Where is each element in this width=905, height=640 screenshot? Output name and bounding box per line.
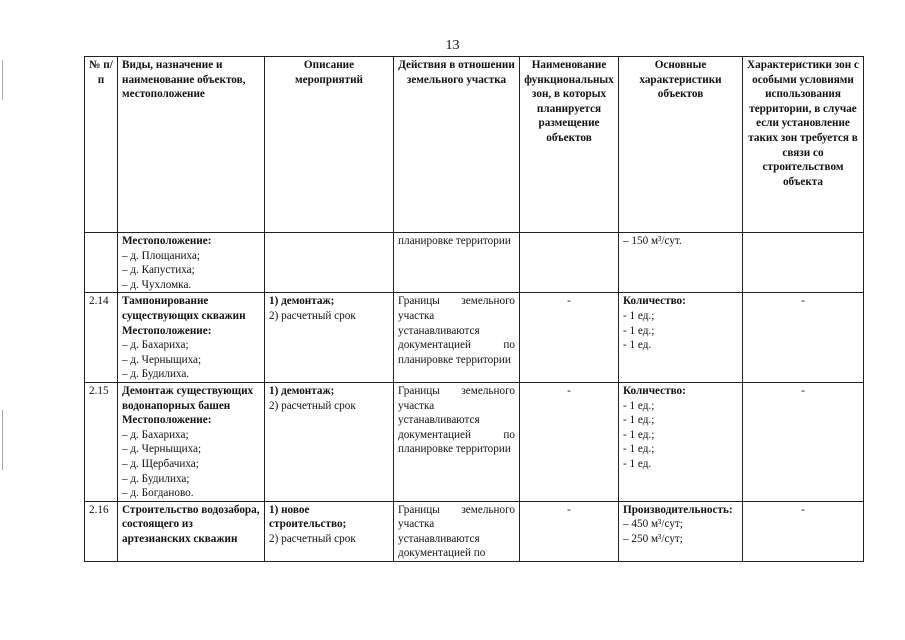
char-value: - 1 ед.; (623, 443, 655, 456)
char-value: - 1 ед.; (623, 324, 655, 337)
row-zones: - (520, 382, 619, 501)
location-item: – д. Черныщиха; (122, 353, 202, 366)
scan-artifact (2, 410, 3, 470)
location-item: – д. Чухломка. (122, 278, 192, 291)
row-num (85, 233, 118, 293)
scan-artifact (2, 60, 3, 100)
row-characteristics (619, 382, 743, 501)
char-value: - 1 ед.; (623, 428, 655, 441)
table-row (85, 382, 864, 501)
row-zones: - (520, 501, 619, 561)
location-label: Местоположение: (122, 414, 212, 427)
row-characteristics (619, 233, 743, 293)
row-zones: - (520, 293, 619, 383)
char-value: - 1 ед. (623, 339, 652, 352)
description-item: 2) расчетный срок (269, 309, 356, 322)
row-object (118, 382, 265, 501)
row-zones (520, 233, 619, 293)
char-title: Производительность: (623, 503, 733, 516)
header-special: Характеристики зон с особыми условиями использования территории, в случае если установление таких зон требуется в связи со строительством объекта (743, 57, 864, 233)
object-title: Тампонирование существующих скважин (122, 295, 246, 322)
row-actions: планировке территории (394, 233, 520, 293)
location-item: – д. Богданово. (122, 487, 194, 500)
row-num: 2.16 (85, 501, 118, 561)
description-item: 2) расчетный срок (269, 399, 356, 412)
char-value: – 150 м³/сут. (623, 235, 682, 247)
location-item: – д. Будилиха. (122, 368, 190, 381)
description-item: 2) расчетный срок (269, 532, 356, 545)
char-value: - 1 ед.; (623, 309, 655, 322)
location-label: Местоположение: (122, 235, 212, 247)
table-row (85, 501, 864, 561)
row-description (265, 293, 394, 383)
row-actions: Границы земельного участка устанавливаются документацией по планировке территории (394, 382, 520, 501)
description-item: 1) демонтаж; (269, 295, 335, 308)
description-item: 1) демонтаж; (269, 384, 335, 397)
page-number: 13 (445, 38, 460, 53)
table-header-row (85, 57, 864, 233)
location-item: – д. Щербачиха; (122, 457, 199, 470)
row-characteristics (619, 293, 743, 383)
header-actions: Действия в отношении земельного участка (394, 57, 520, 233)
table-row (85, 293, 864, 383)
row-description (265, 382, 394, 501)
char-value: - 1 ед.; (623, 399, 655, 412)
object-title: Демонтаж существующих водонапорных башен (122, 384, 254, 412)
row-num: 2.14 (85, 293, 118, 383)
header-num: № п/п (85, 57, 118, 233)
location-label: Местоположение: (122, 324, 212, 337)
location-item: – д. Черныщиха; (122, 443, 202, 456)
header-zones: Наименование функциональных зон, в которых планируется размещение объектов (520, 57, 619, 233)
row-num: 2.15 (85, 382, 118, 501)
header-types: Виды, назначение и наименование объектов, местоположение (118, 57, 265, 233)
table-row (85, 233, 864, 293)
char-value: - 1 ед. (623, 457, 652, 470)
planning-table (84, 56, 864, 562)
location-item: – д. Площаниха; (122, 249, 201, 262)
row-special: - (743, 501, 864, 561)
row-special: - (743, 382, 864, 501)
row-actions: Границы земельного участка устанавливаются документацией по (394, 501, 520, 561)
location-item: – д. Капустиха; (122, 264, 195, 277)
char-title: Количество: (623, 384, 686, 397)
location-item: – д. Будилиха; (122, 472, 190, 485)
char-value: – 450 м³/сут; (623, 518, 683, 531)
row-object (118, 501, 265, 561)
location-item: – д. Бахариха; (122, 339, 189, 352)
location-item: – д. Бахариха; (122, 428, 189, 441)
row-actions: Границы земельного участка устанавливаются документацией по планировке территории (394, 293, 520, 383)
row-special: - (743, 293, 864, 383)
row-special (743, 233, 864, 293)
header-characteristics: Основные характеристики объектов (619, 57, 743, 233)
object-title: Строительство водозабора, состоящего из артезианских скважин (122, 503, 260, 545)
row-description (265, 501, 394, 561)
char-value: – 250 м³/сут; (623, 532, 683, 545)
header-description: Описание мероприятий (265, 57, 394, 233)
row-characteristics (619, 501, 743, 561)
char-title: Количество: (623, 295, 686, 308)
row-description (265, 233, 394, 293)
row-object (118, 233, 265, 293)
row-object (118, 293, 265, 383)
description-item: 1) новое строительство; (269, 503, 347, 531)
char-value: - 1 ед.; (623, 414, 655, 427)
